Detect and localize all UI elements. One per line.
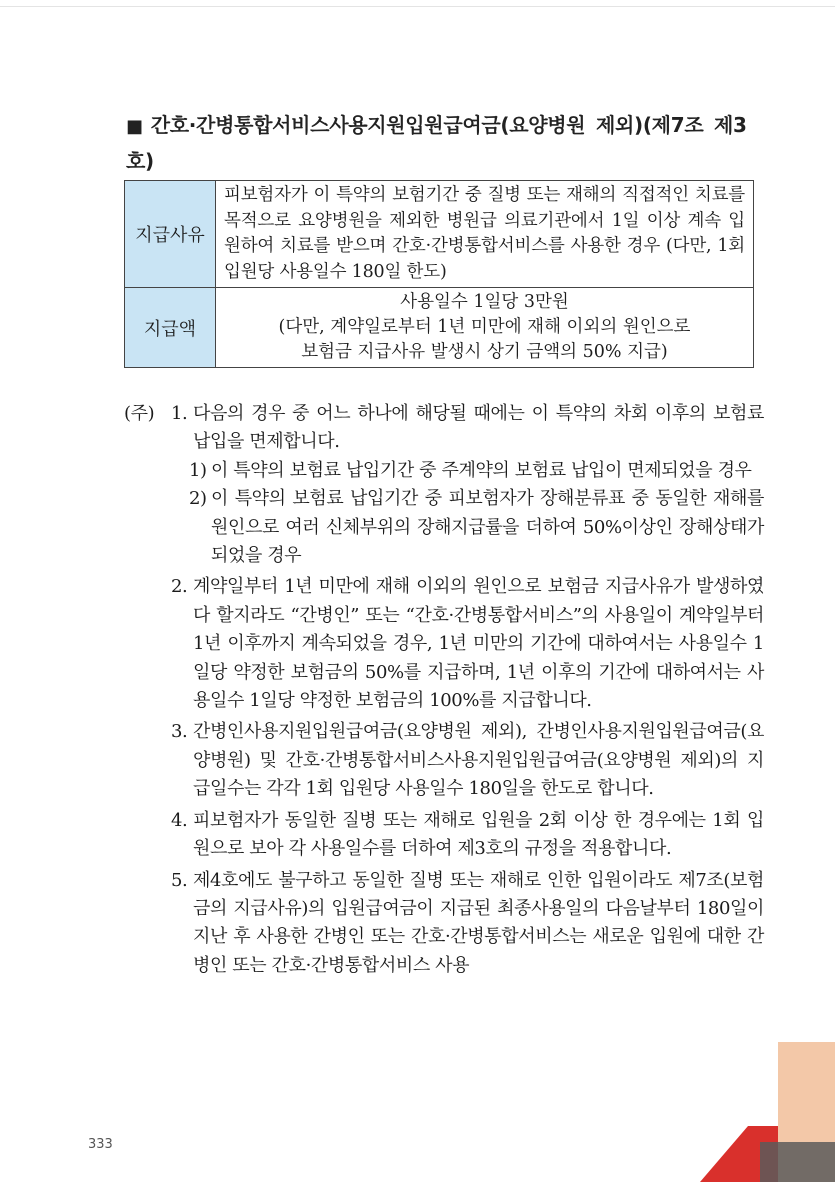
square-bullet-icon: ■ xyxy=(126,116,143,137)
top-rule xyxy=(0,6,835,7)
page-number: 333 xyxy=(88,1137,113,1152)
note-text: 제4호에도 불구하고 동일한 질병 또는 재해로 인한 입원이라도 제7조(보험금의 지급사유)의 입원급여금이 지급된 최종사용일의 다음날부터 180일이 지난 후 사용한 간병인 또는 간호·간병통합서비스는 새로운 입원에 대한 간병인 또는 간호·간병통합서비스 사용 xyxy=(193,869,764,976)
note-number: 3. xyxy=(171,721,188,743)
note-text: 피보험자가 동일한 질병 또는 재해로 입원을 2회 이상 한 경우에는 1회 입원으로 보아 각 사용일수를 더하여 제3호의 규정을 적용합니다. xyxy=(193,809,764,860)
note-number: 5. xyxy=(171,869,188,891)
payment-reason-label: 지급사유 xyxy=(125,181,216,288)
payment-amount-cell xyxy=(216,288,754,368)
section-heading xyxy=(126,108,766,178)
note-sub-item-1 xyxy=(189,457,764,485)
notes-section xyxy=(124,400,764,980)
note-number: 1. xyxy=(171,403,188,424)
notes-marker: (주) xyxy=(124,403,155,424)
note-item-3 xyxy=(171,718,764,803)
note-number: 4. xyxy=(171,809,188,831)
payment-amount-label: 지급액 xyxy=(125,288,216,368)
benefit-table xyxy=(124,180,754,368)
section-title: 간호·간병통합서비스사용지원입원급여금(요양병원 제외)(제7조 제3호) xyxy=(126,113,747,173)
payment-amount-line: 사용일수 1일당 3만원 xyxy=(400,292,569,312)
sub-item-number: 2) xyxy=(189,488,207,510)
note-item-4 xyxy=(171,807,764,864)
note-item-5 xyxy=(171,867,764,981)
note-number: 2. xyxy=(171,576,188,598)
corner-dark-block xyxy=(760,1142,835,1182)
note-text: 계약일부터 1년 미만에 재해 이외의 원인으로 보험금 지급사유가 발생하였다 할지라도 “간병인” 또는 “간호·간병통합서비스”의 사용일이 계약일부터 1년 이후까지 계속되었을 경우, 1년 미만의 기간에 대하여서는 사용일수 1일당 약정한 보험금의 50%를 지급하며, 1년 이후의 기간에 대하여서는 사용일수 1일당 약정한 보험금의 100%를 지급합니다. xyxy=(193,576,764,712)
table-row-payment-amount xyxy=(125,288,754,368)
note-sub-item-2 xyxy=(189,485,764,570)
note-text: 다음의 경우 중 어느 하나에 해당될 때에는 이 특약의 차회 이후의 보험료 납입을 면제합니다. xyxy=(193,403,764,453)
note-item-1 xyxy=(171,400,764,570)
table-row-payment-reason xyxy=(125,181,754,288)
corner-decoration-icon xyxy=(700,1042,835,1182)
sub-item-number: 1) xyxy=(189,459,207,481)
note-item-2 xyxy=(171,573,764,715)
payment-amount-line: 보험금 지급사유 발생시 상기 금액의 50% 지급) xyxy=(301,342,668,362)
payment-amount-line: (다만, 계약일로부터 1년 미만에 재해 이외의 원인으로 xyxy=(278,317,691,337)
sub-item-text: 이 특약의 보험료 납입기간 중 피보험자가 장해분류표 중 동일한 재해를 원인으로 여러 신체부위의 장해지급률을 더하여 50%이상인 장해상태가 되었을 경우 xyxy=(211,488,764,567)
payment-reason-text: 피보험자가 이 특약의 보험기간 중 질병 또는 재해의 직접적인 치료를 목적으로 요양병원을 제외한 병원급 의료기관에서 1일 이상 계속 입원하여 치료를 받으며 간호·간병통합서비스를 사용한 경우 (다만, 1회 입원당 사용일수 180일 한도) xyxy=(216,181,754,288)
note-text: 간병인사용지원입원급여금(요양병원 제외), 간병인사용지원입원급여금(요양병원) 및 간호·간병통합서비스사용지원입원급여금(요양병원 제외)의 지급일수는 각각 1회 입원당 사용일수 180일을 한도로 합니다. xyxy=(193,721,764,800)
sub-item-text: 이 특약의 보험료 납입기간 중 주계약의 보험료 납입이 면제되었을 경우 xyxy=(211,459,752,481)
